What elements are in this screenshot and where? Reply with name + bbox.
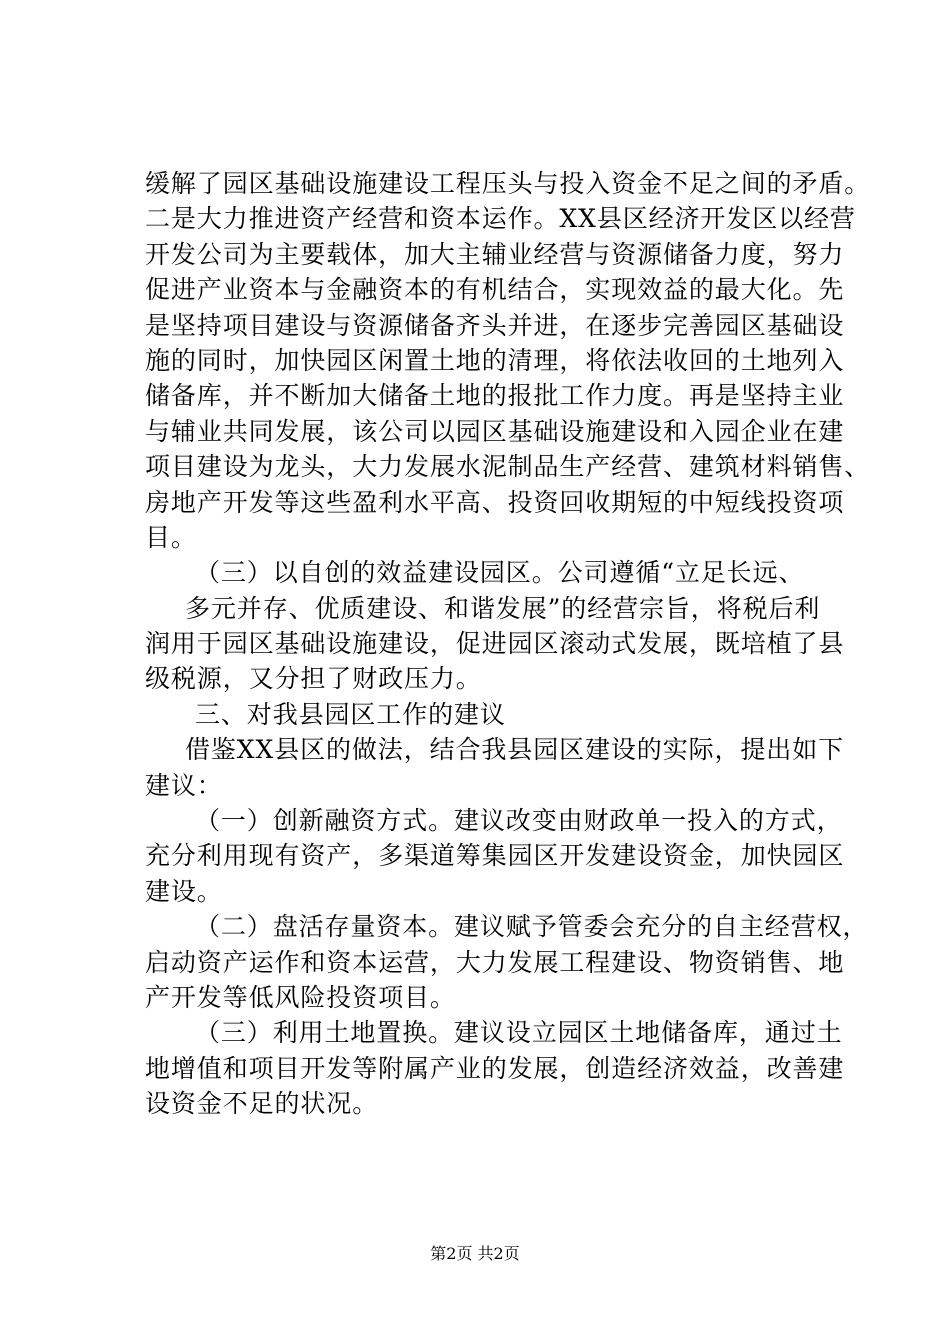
text-line: 产开发等低风险投资项目。 (145, 982, 456, 1012)
text-line: 促进产业资本与金融资本的有机结合，实现效益的最大化。先 (145, 275, 845, 305)
document-body (145, 166, 871, 1122)
text-line: 充分利用现有资产，多渠道筹集园区开发建设资金，加快园区 (145, 841, 845, 871)
text-line: 与辅业共同发展，该公司以园区基础设施建设和入园企业在建 (145, 416, 845, 446)
section-heading: （二）盘活存量资本。建议赋予管委会充分的自主经营权， (195, 912, 869, 942)
section-heading: （三）以自创的效益建设园区。公司遵循“立足长远、 (195, 558, 805, 588)
text-line: 地增值和项目开发等附属产业的发展，创造经济效益，改善建 (145, 1053, 845, 1083)
text-line: 是坚持项目建设与资源储备齐头并进，在逐步完善园区基础设 (145, 310, 845, 340)
text-line: 目。 (145, 522, 197, 552)
section-heading: （三）利用土地置换。建议设立园区土地储备库，通过土 (195, 1018, 843, 1048)
page-number-footer: 第2页 共2页 (430, 1244, 520, 1263)
text-line: 建议： (145, 770, 223, 800)
text-line: 房地产开发等这些盈利水平高、投资回收期短的中短线投资项 (145, 487, 845, 517)
text-line: 缓解了园区基础设施建设工程压头与投入资金不足之间的矛盾。 (145, 169, 871, 198)
text-line: 设资金不足的状况。 (145, 1089, 379, 1119)
text-line: 借鉴XX县区的做法，结合我县园区建设的实际，提出如下 (185, 735, 844, 765)
text-line: 启动资产运作和资本运营，大力发展工程建设、物资销售、地 (145, 947, 845, 977)
text-line: 二是大力推进资产经营和资本运作。XX县区经济开发区以经营 (145, 204, 856, 234)
text-line: 项目建设为龙头，大力发展水泥制品生产经营、建筑材料销售、 (145, 452, 871, 482)
text-line: 储备库，并不断加大储备土地的报批工作力度。再是坚持主业 (145, 381, 845, 411)
text-line: 建设。 (145, 876, 223, 906)
text-line: 开发公司为主要载体，加大主辅业经营与资源储备力度，努力 (145, 239, 845, 269)
text-line: 施的同时，加快园区闲置土地的清理，将依法收回的土地列入 (145, 345, 845, 375)
text-line: 润用于园区基础设施建设，促进园区滚动式发展，既培植了县 (145, 629, 845, 659)
text-line: 级税源，又分担了财政压力。 (145, 664, 482, 694)
section-heading: （一）创新融资方式。建议改变由财政单一投入的方式， (195, 806, 843, 836)
text-line: 多元并存、优质建设、和谐发展”的经营宗旨，将税后利 (185, 593, 821, 623)
section-heading: 三、对我县园区工作的建议 (195, 699, 506, 729)
